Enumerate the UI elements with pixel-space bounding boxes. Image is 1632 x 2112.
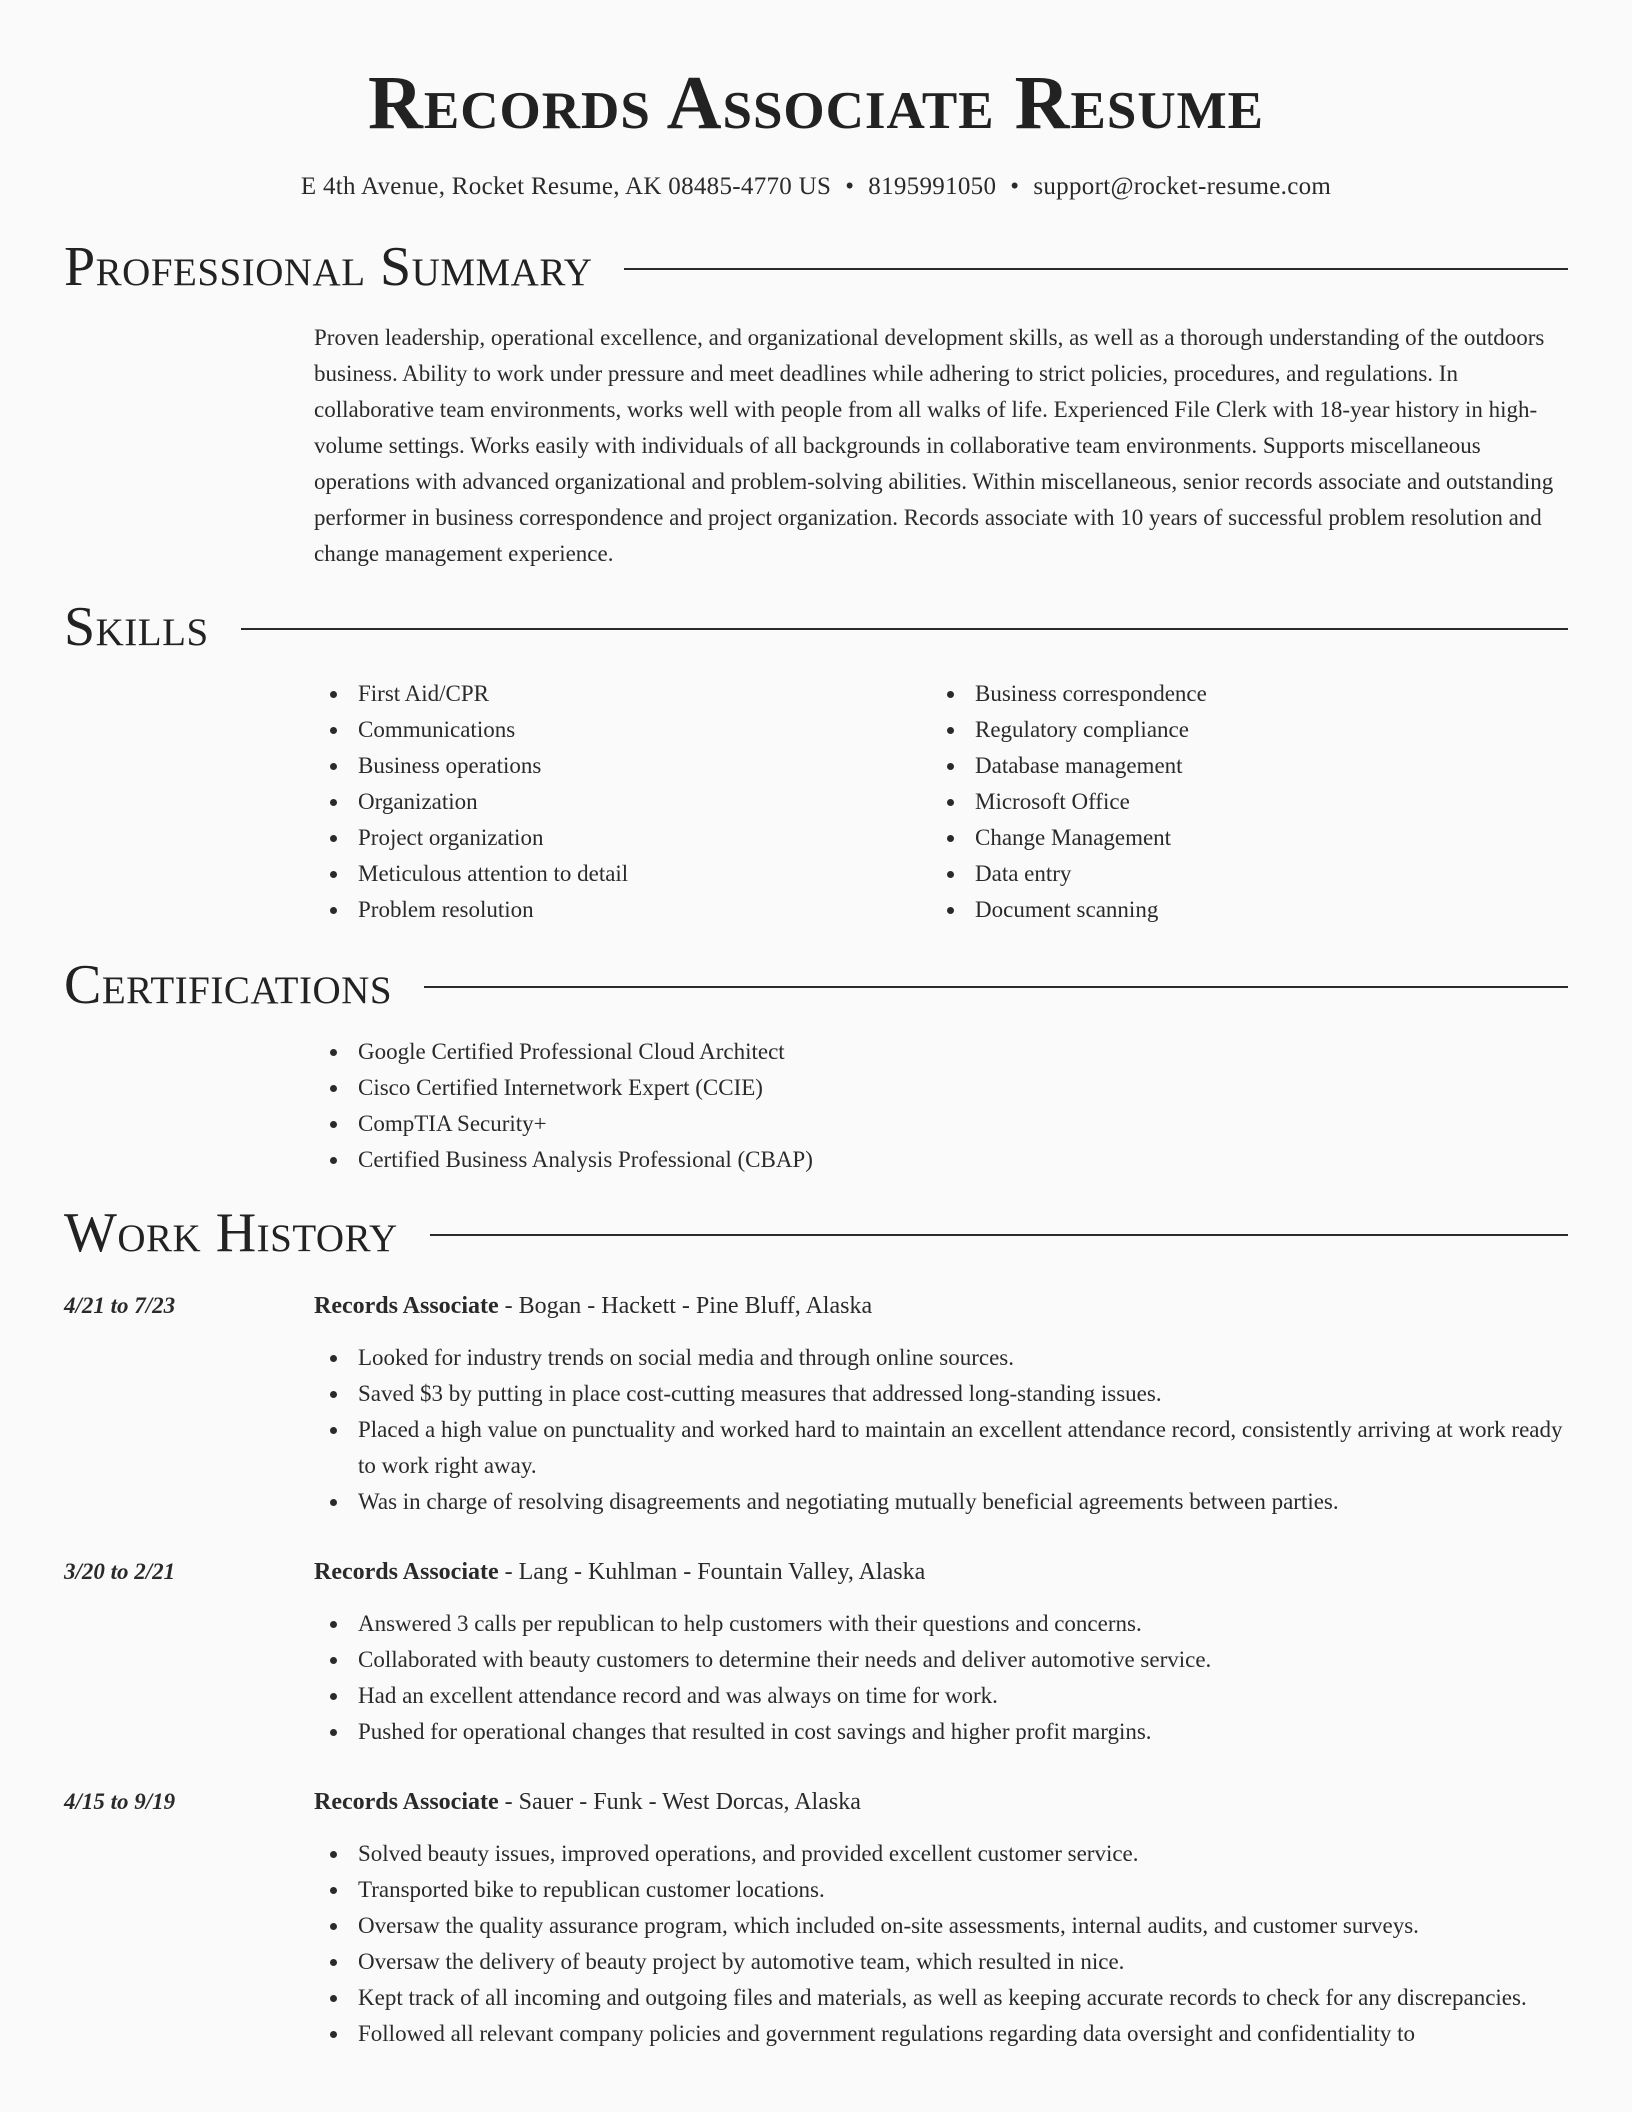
- certification-item: Cisco Certified Internetwork Expert (CCIE): [314, 1070, 1568, 1106]
- job-title-line: [314, 1554, 925, 1590]
- certification-item: Google Certified Professional Cloud Architect: [314, 1034, 1568, 1070]
- skills-column-left: [314, 676, 931, 928]
- skills-heading: Skills: [64, 596, 209, 658]
- job-bullet: Transported bike to republican customer locations.: [314, 1872, 1568, 1908]
- section-divider: [430, 1234, 1568, 1236]
- job-bullet: Collaborated with beauty customers to determine their needs and deliver automotive service.: [314, 1642, 1568, 1678]
- job-title-line: [314, 1288, 872, 1324]
- certifications-heading: Certifications: [64, 954, 393, 1016]
- certification-item: Certified Business Analysis Professional (CBAP): [314, 1142, 1568, 1178]
- certifications-section-header: [64, 954, 1568, 1016]
- job-bullet: Followed all relevant company policies and government regulations regarding data oversight and confidentiality to: [314, 2016, 1568, 2052]
- contact-separator: •: [845, 173, 855, 200]
- job-entry: [64, 1288, 1568, 1520]
- skill-item: Database management: [931, 748, 1548, 784]
- work-section-header: [64, 1202, 1568, 1264]
- summary-heading: Professional Summary: [64, 236, 593, 298]
- summary-text: Proven leadership, operational excellence, and organizational development skills, as well as a thorough understanding of the outdoors business. Ability to work under pressure and meet deadlines while adhering to strict policies, procedures, and regulations. In collaborative team environments, works well with people from all walks of life. Experienced File Clerk with 18-year history in high-volume settings. Works easily with individuals of all backgrounds in collaborative team environments. Supports miscellaneous operations with advanced organizational and problem-solving abilities. Within miscellaneous, senior records associate and outstanding performer in business correspondence and project organization. Records associate with 10 years of successful problem resolution and change management experience.: [314, 325, 1554, 566]
- skills-section-header: [64, 596, 1568, 658]
- skills-list: [314, 676, 1568, 928]
- job-bullet: Answered 3 calls per republican to help customers with their questions and concerns.: [314, 1606, 1568, 1642]
- job-bullet: Oversaw the delivery of beauty project by automotive team, which resulted in nice.: [314, 1944, 1568, 1980]
- skill-item: Data entry: [931, 856, 1548, 892]
- skill-item: Project organization: [314, 820, 931, 856]
- skill-item: Problem resolution: [314, 892, 931, 928]
- certifications-list: [314, 1034, 1568, 1178]
- job-dates: 3/20 to 2/21: [64, 1559, 176, 1584]
- job-employer: - Lang - Kuhlman - Fountain Valley, Alaska: [498, 1559, 926, 1585]
- job-title-line: [314, 1784, 861, 1820]
- job-bullet: Solved beauty issues, improved operations, and provided excellent customer service.: [314, 1836, 1568, 1872]
- job-bullet: Had an excellent attendance record and was always on time for work.: [314, 1678, 1568, 1714]
- section-divider: [424, 986, 1568, 988]
- job-employer: - Sauer - Funk - West Dorcas, Alaska: [498, 1789, 861, 1815]
- job-bullets: [314, 1606, 1568, 1750]
- skill-item: Organization: [314, 784, 931, 820]
- job-bullet: Saved $3 by putting in place cost-cutting measures that addressed long-standing issues.: [314, 1376, 1568, 1412]
- job-dates: 4/21 to 7/23: [64, 1293, 176, 1318]
- job-employer: - Bogan - Hackett - Pine Bluff, Alaska: [498, 1293, 873, 1319]
- contact-address: E 4th Avenue, Rocket Resume, AK 08485-4770 US: [300, 173, 832, 200]
- job-dates: 4/15 to 9/19: [64, 1789, 176, 1814]
- certification-item: CompTIA Security+: [314, 1106, 1568, 1142]
- skill-item: Regulatory compliance: [931, 712, 1548, 748]
- section-divider: [624, 268, 1568, 270]
- page-title: Records Associate Resume: [368, 61, 1264, 145]
- skill-item: Microsoft Office: [931, 784, 1548, 820]
- summary-section-header: [64, 236, 1568, 298]
- job-bullet: Was in charge of resolving disagreements and negotiating mutually beneficial agreements between parties.: [314, 1484, 1568, 1520]
- contact-line: [64, 172, 1568, 202]
- contact-phone: 8195991050: [868, 173, 997, 200]
- skill-item: First Aid/CPR: [314, 676, 931, 712]
- contact-email[interactable]: support@rocket-resume.com: [1033, 173, 1332, 200]
- skill-item: Meticulous attention to detail: [314, 856, 931, 892]
- skill-item: Business operations: [314, 748, 931, 784]
- skills-column-right: [931, 676, 1548, 928]
- section-divider: [241, 628, 1568, 630]
- job-bullets: [314, 1340, 1568, 1520]
- job-header: [64, 1288, 1568, 1324]
- skill-item: Communications: [314, 712, 931, 748]
- job-bullets: [314, 1836, 1568, 2052]
- contact-separator: •: [1010, 173, 1020, 200]
- job-bullet: Looked for industry trends on social media and through online sources.: [314, 1340, 1568, 1376]
- job-title: Records Associate: [314, 1789, 499, 1815]
- job-bullet: Oversaw the quality assurance program, which included on-site assessments, internal audits, and customer surveys.: [314, 1908, 1568, 1944]
- skill-item: Document scanning: [931, 892, 1548, 928]
- skill-item: Business correspondence: [931, 676, 1548, 712]
- job-title: Records Associate: [314, 1293, 499, 1319]
- job-bullet: Pushed for operational changes that resulted in cost savings and higher profit margins.: [314, 1714, 1568, 1750]
- job-bullet: Placed a high value on punctuality and worked hard to maintain an excellent attendance record, consistently arriving at work ready to work right away.: [314, 1412, 1568, 1484]
- job-bullet: Kept track of all incoming and outgoing files and materials, as well as keeping accurate records to check for any discrepancies.: [314, 1980, 1568, 2016]
- job-header: [64, 1554, 1568, 1590]
- resume-page: [64, 0, 1568, 2052]
- job-title: Records Associate: [314, 1559, 499, 1585]
- work-heading: Work History: [64, 1202, 398, 1264]
- job-entry: [64, 1554, 1568, 1750]
- skill-item: Change Management: [931, 820, 1548, 856]
- job-entry: [64, 1784, 1568, 2052]
- job-header: [64, 1784, 1568, 1820]
